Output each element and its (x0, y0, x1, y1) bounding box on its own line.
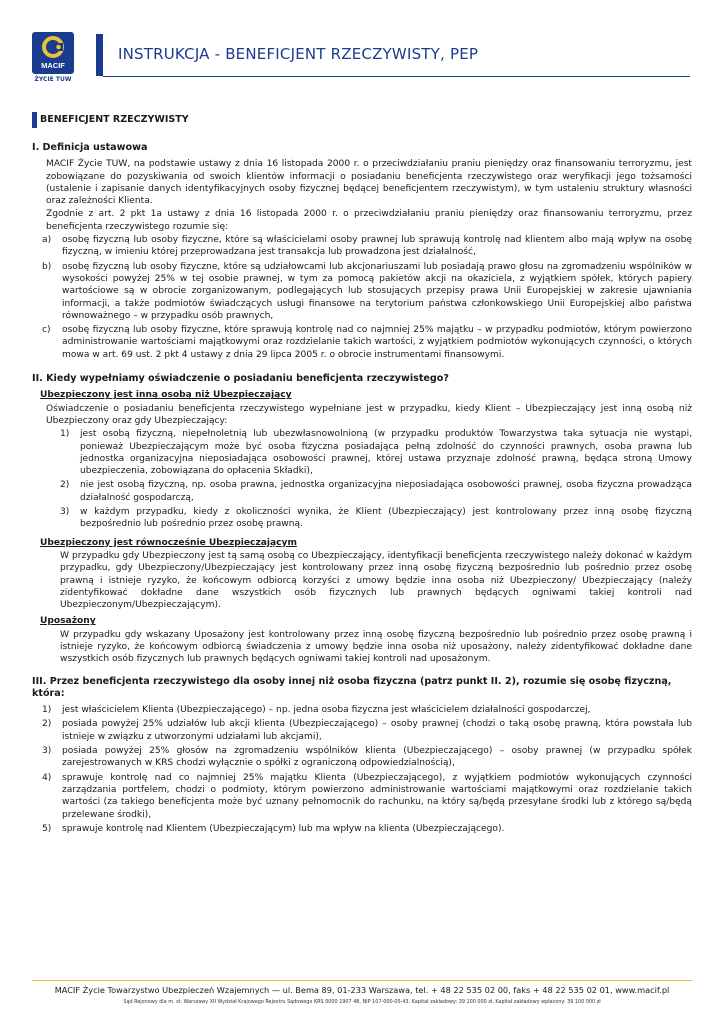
beneficial-owner-list (32, 704, 692, 835)
document-body (32, 112, 692, 841)
list-item: 3) w każdym przypadku, kiedy z okoliczności wynika, że Klient (Ubezpieczający) jest kontrolowany przez inną osobę fizyczną bezpośrednio lub pośrednio przez osobę prawną. (60, 507, 692, 530)
title-accent-bar (96, 34, 103, 76)
subheading-insured-other: Ubezpieczony jest inną osobą niż Ubezpieczający (40, 390, 292, 401)
footer-address: MACIF Życie Towarzystwo Ubezpieczeń Wzajemnych — ul. Bema 89, 01-233 Warszawa, tel. + 48 22 535 02 00, faks + 48 22 535 02 01, www.macif.pl (54, 985, 670, 995)
logo-subtitle: ŻYCIE TUW (34, 76, 72, 83)
section-heading: BENEFICJENT RZECZYWISTY (32, 112, 692, 128)
paragraph-insured-same: W przypadku gdy Ubezpieczony jest tą samą osobą co Ubezpieczający, identyfikacji beneficjenta rzeczywistego należy dokonać w każdym przypadku, gdy Ubezpieczony/Ubezpieczający jest kontrolowany przez inną osobę fizyczną bezpośrednio lub pośrednio przez osobę prawną i istnieje ryzyko, że końcowym odbiorcą korzyści z umowy będzie inna osoba niż Ubezpieczony/ Ubezpieczający (należy zidentyfikować dokładne dane wszystkich osób fizycznych lub prawnych będących ogniwami takiej kontroli nad Ubezpieczonym/Ubezpieczającym). (60, 550, 692, 611)
list-item: a) osobę fizyczną lub osoby fizyczne, które są właścicielami osoby prawnej lub sprawują kontrolę nad klientem albo mają wpływ na osobę fizyczną, w imieniu której przeprowadzana jest transakcja lub prowadzona jest działalność, (42, 235, 692, 258)
list-item: 5) sprawuje kontrolę nad Klientem (Ubezpieczającym) lub ma wpływ na klienta (Ubezpieczającego). (42, 823, 505, 834)
macif-logo (32, 32, 74, 83)
page-title: INSTRUKCJA - BENEFICJENT RZECZYWISTY, PEP (118, 45, 479, 63)
list-item: 1) jest właścicielem Klienta (Ubezpieczającego) – np. jedna osoba fizyczna jest właścicielem działalności gospodarczej, (42, 705, 591, 716)
list-item: c) osobę fizyczną lub osoby fizyczne, które sprawują kontrolę nad co najmniej 25% majątku – w przypadku podmiotów, którym powierzono administrowanie wartościami majątkowymi oraz rozdzielanie takich wartości, z wyjątkiem podmiotów wykonujących czynności, o których mowa w art. 69 ust. 2 pkt 4 ustawy z dnia 29 lipca 2005 r. o obrocie instrumentami finansowymi. (42, 325, 692, 360)
list-item: 2) nie jest osobą fizyczną, np. osoba prawna, jednostka organizacyjna nieposiadająca osobowości prawnej, osoba fizyczna prowadząca działalność gospodarczą, (60, 480, 692, 503)
title-divider (103, 76, 690, 77)
footer-registry: Sąd Rejonowy dla m. st. Warszawy XII Wydział Krajowego Rejestru Sądowego KRS 0000 1907 48, NIP 107-000-05-43, Kapitał zakładowy: 39 100 000 zł, Kapitał zakładowy wpłacony: 39 100 000 zł (123, 999, 601, 1005)
macif-logo-icon (32, 32, 74, 74)
footer-divider (32, 980, 692, 981)
paragraph-insured-other: Oświadczenie o posiadaniu beneficjenta rzeczywistego wypełniane jest w przypadku, kiedy Klient – Ubezpieczający jest inną osobą niż Ubezpieczony oraz gdy Ubezpieczający: (46, 403, 692, 426)
conditions-list (32, 428, 692, 530)
list-item: 1) jest osobą fizyczną, niepełnoletnią lub ubezwłasnowolnioną (w przypadku produktów Towarzystwa taka sytuacja nie wystąpi, ponieważ Ubezpieczającym może być osoba fizyczna posiadająca pełną zdolność do czynności prawnych, osoba prawna lub jednostka organizacyjna nieposiadająca osobowości prawnej, której ustawa przyznaje zdolność prawną, będąca stroną Umowy ubezpieczenia, zobowiązana do opłacenia Składki), (60, 429, 692, 477)
subheading-insured-same: Ubezpieczony jest równocześnie Ubezpieczającym (40, 537, 297, 548)
heading-non-natural: III. Przez beneficjenta rzeczywistego dla osoby innej niż osoba fizyczna (patrz punkt II. 2), rozumie się osobę fizyczną, która: (32, 675, 672, 699)
subheading-beneficiary: Uposażony (40, 616, 96, 627)
list-item: 3) posiada powyżej 25% głosów na zgromadzeniu wspólników klienta (Ubezpieczającego) – osoby prawnej (w przypadku spółek zarejestrowanych w KRS chodzi wyłącznie o spółki z ograniczoną odpowiedzialnością), (42, 746, 692, 769)
definition-list (32, 234, 692, 361)
heading-definition: I. Definicja ustawowa (32, 142, 148, 153)
list-item: b) osobę fizyczną lub osoby fizyczne, które są udziałowcami lub akcjonariuszami lub posiadają prawo głosu na zgromadzeniu wspólników w wysokości powyżej 25% w tej osobie prawnej, w tym za pomocą pakietów akcji na okaziciela, z wyjątkiem spółek, których papiery wartościowe są w obrocie zorganizowanym, podlegających lub stosujących przepisy prawa Unii Europejskiej w zakresie ujawniania informacji, a także podmiotów świadczących usługi finansowe na terytorium państwa członkowskiego Unii Europejskiej albo państwa równoważnego – w przypadku osób prawnych, (42, 261, 692, 321)
list-item: 4) sprawuje kontrolę nad co najmniej 25% majątku Klienta (Ubezpieczającego), z wyjątkiem podmiotów wykonujących czynności zarządzania portfelem, chodzi o podmioty, którym powierzono administrowanie wartościami majątkowymi oraz rozdzielanie takich wartości (za takiego beneficjenta może być uznany pełnomocnik do rachunku, na który są/będą przesyłane środki lub z którego są/będą przelewane środki), (42, 772, 692, 820)
paragraph-beneficiary: W przypadku gdy wskazany Uposażony jest kontrolowany przez inną osobę fizyczną bezpośrednio lub pośrednio przez osobę prawną i istnieje ryzyko, że końcowym odbiorcą świadczenia z umowy będzie inna osoba niż uposażony, należy zidentyfikować dokładne dane wszystkich osób fizycznych lub prawnych będących ogniwami takiej kontroli nad uposażonym. (60, 629, 692, 665)
heading-when: II. Kiedy wypełniamy oświadczenie o posiadaniu beneficjenta rzeczywistego? (32, 373, 449, 385)
list-item: 2) posiada powyżej 25% udziałów lub akcji klienta (Ubezpieczającego) – osoby prawnej (chodzi o taką osobę prawną, która powstała lub istnieje w związku z utworzonymi udziałami lub akcjami), (42, 719, 692, 742)
paragraph-statute: Zgodnie z art. 2 pkt 1a ustawy z dnia 16 listopada 2000 r. o przeciwdziałaniu praniu pieniędzy oraz finansowaniu terroryzmu, przez beneficjenta rzeczywistego rozumie się: (46, 209, 692, 232)
paragraph-obligation: MACIF Życie TUW, na podstawie ustawy z dnia 16 listopada 2000 r. o przeciwdziałaniu praniu pieniędzy oraz finansowaniu terroryzmu, jest zobowiązane do pozyskiwania od swoich klientów informacji o posiadaniu beneficjenta rzeczywistego oraz weryfikacji jego tożsamości (ustalenie i zapisanie danych identyfikacyjnych osoby fizycznej będącej beneficjentem rzeczywistym), w tym ustaleniu struktury własności oraz zależności Klienta. (46, 159, 692, 207)
logo-text: MACIF (41, 61, 65, 70)
